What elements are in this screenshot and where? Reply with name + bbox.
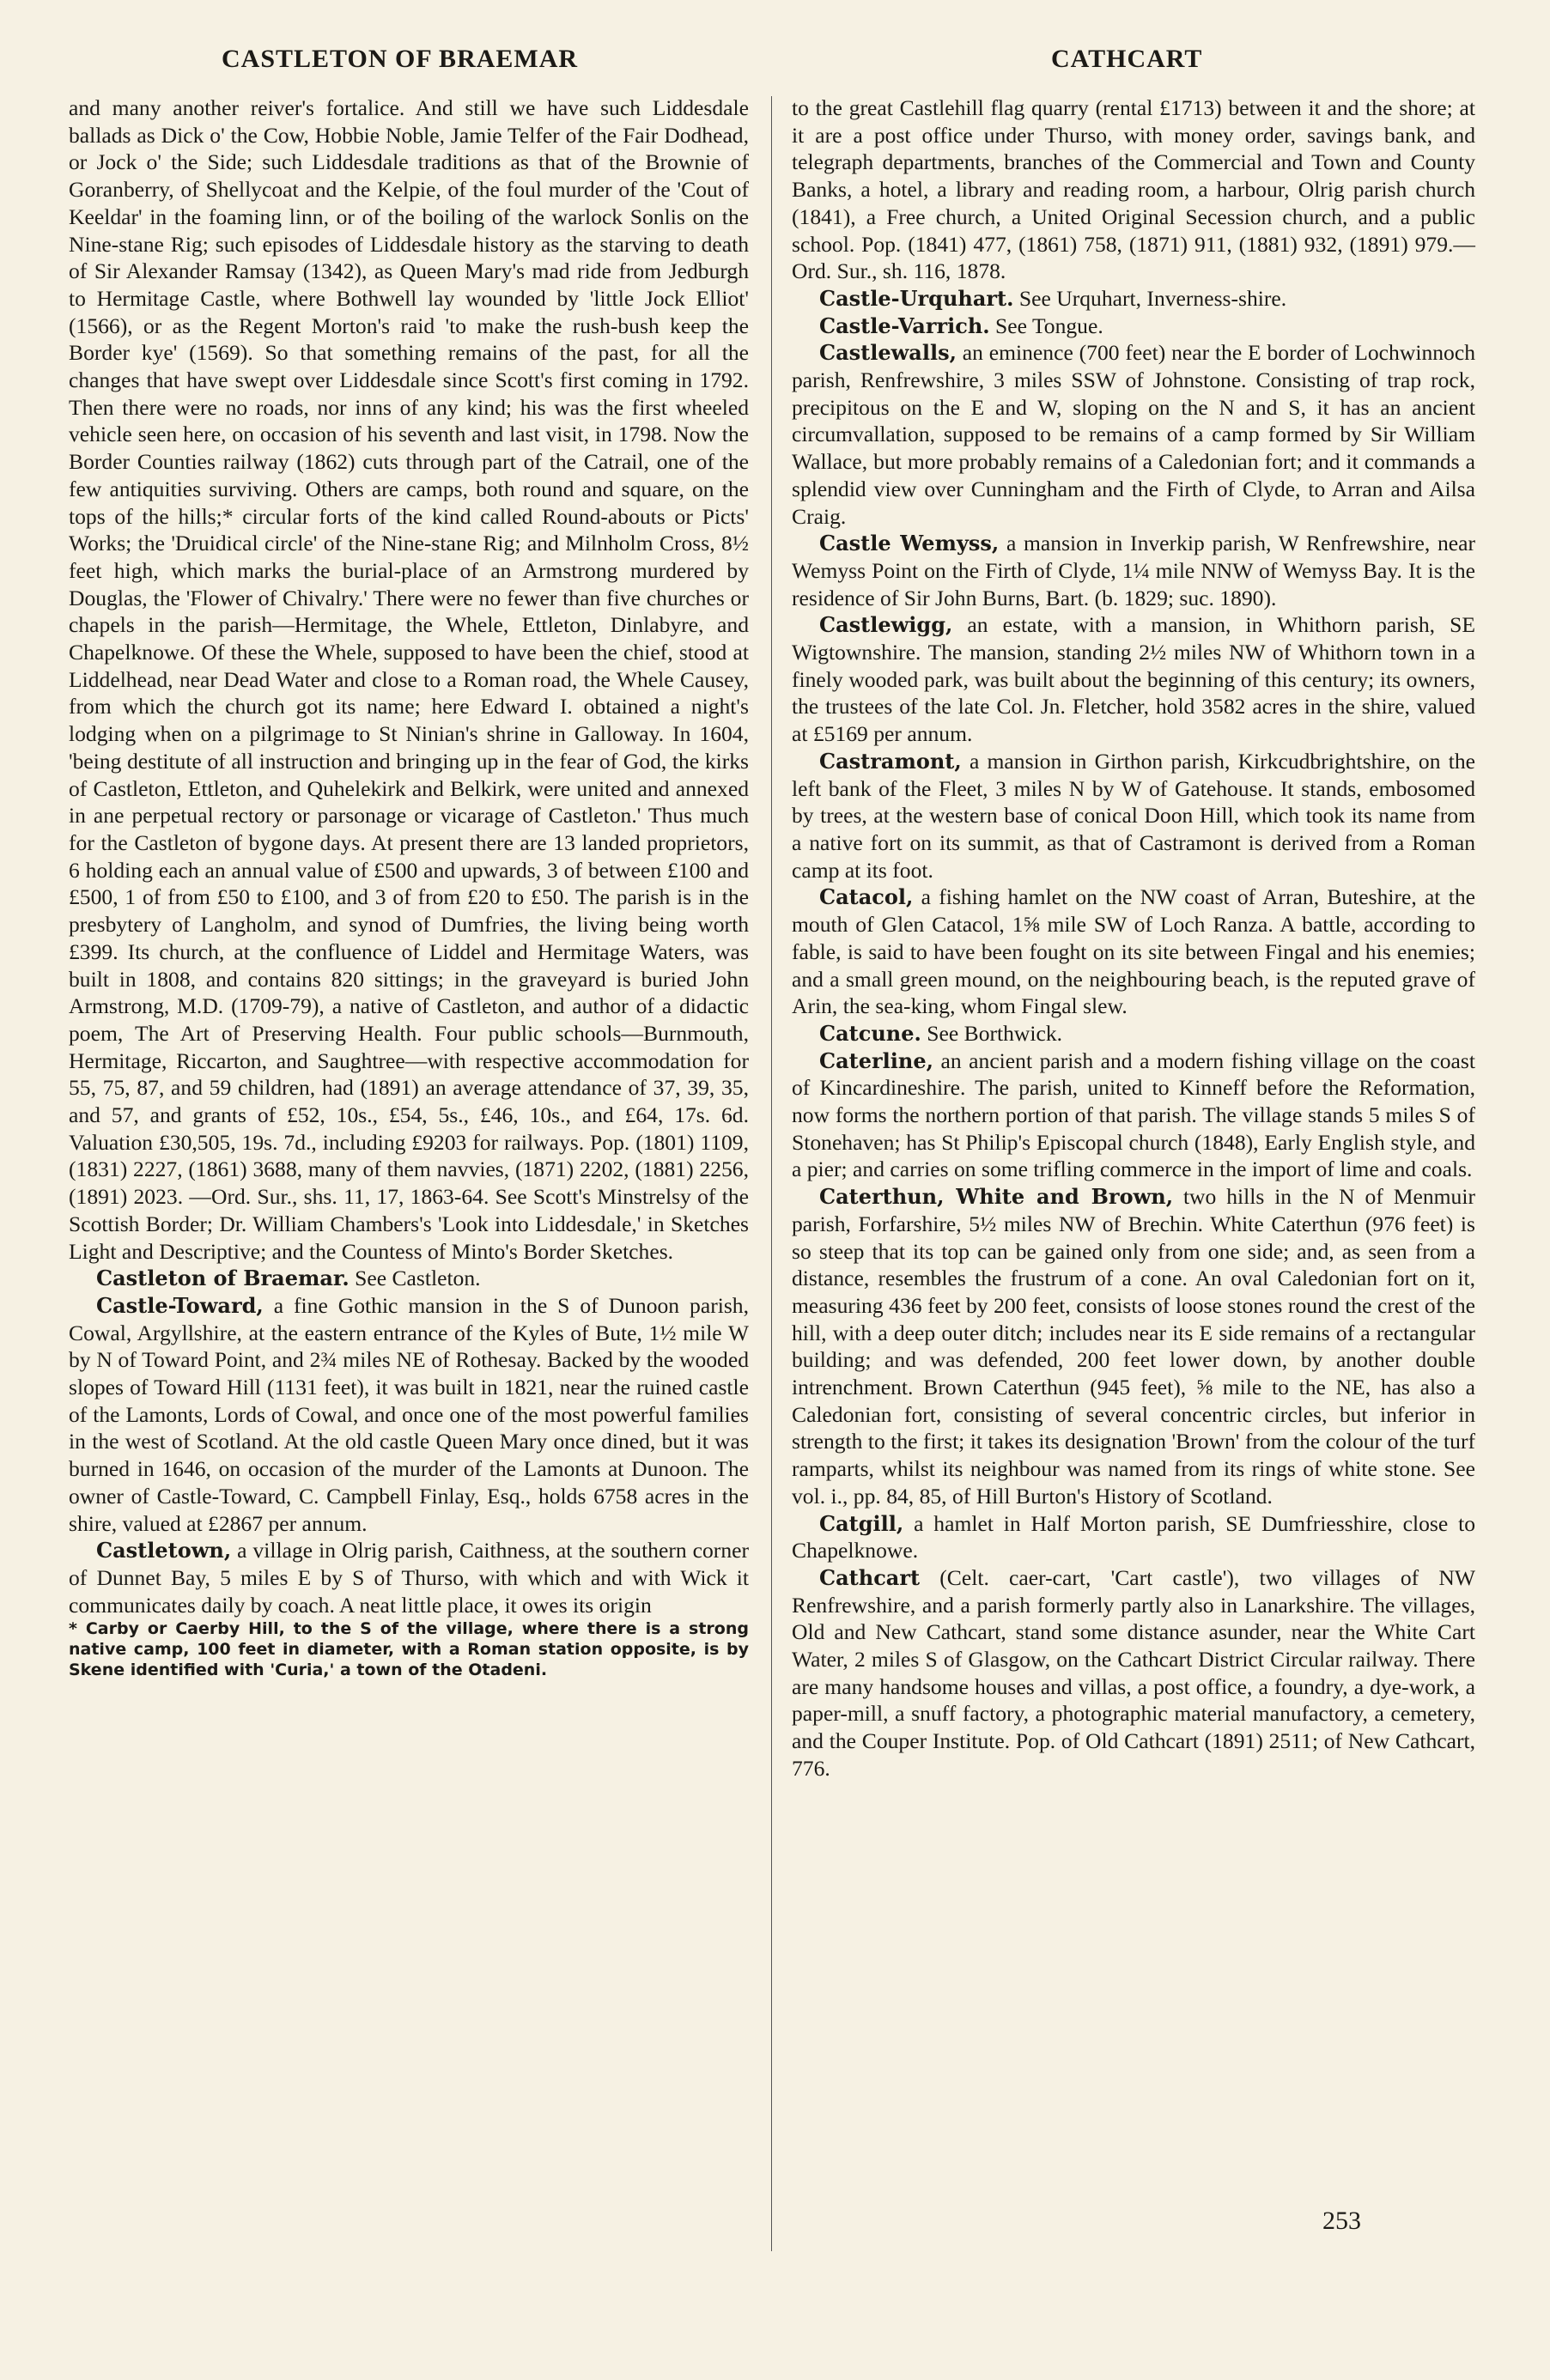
entry-headword: Catgill, [819, 1510, 904, 1536]
entry-body: an eminence (700 feet) near the E border of Lochwinnoch parish, Renfrewshire, 3 miles SSW of Johnstone. Consisting of trap rock, precipitous on the E and W, sloping on the N and S, it has an ancient circumvallation, supposed to be remains of a camp formed by Sir William Wallace, but more probably remains of a Caledonian fort; and it commands a splendid view over Cunningham and the Firth of Clyde, to Arran and Ailsa Craig. [792, 340, 1475, 529]
entry-body: a village in Olrig parish, Caithness, at the southern corner of Dunnet Bay, 5 miles E by S of Thurso, with which and with Wick it communicates daily by coach. A neat little place, it owes its origin [69, 1538, 749, 1618]
entry-body: See Borthwick. [921, 1020, 1063, 1046]
gazetteer-entry [792, 285, 1475, 313]
entry-headword: Cathcart [819, 1564, 921, 1590]
column-divider [771, 96, 772, 2251]
entry-headword: Castlewigg, [819, 612, 953, 638]
entry-body: See Castleton. [349, 1266, 481, 1291]
entry-continuation: to the great Castlehill flag quarry (rental £1713) between it and the shore; at it are a post office under Thurso, with money order, savings bank, and telegraph departments, branches of the Commercial and Town and County Banks, a hotel, a library and reading room, a harbour, Olrig parish church (1841), a Free church, a United Original Secession church, and a public school. Pop. (1841) 477, (1861) 758, (1871) 911, (1881) 932, (1891) 979.—Ord. Sur., sh. 116, 1878. [792, 95, 1475, 284]
running-header-left: CASTLETON OF BRAEMAR [222, 45, 579, 73]
gazetteer-entry [792, 1183, 1475, 1509]
entry-headword: Caterthun, White and Brown, [819, 1184, 1174, 1210]
gazetteer-entry [792, 339, 1475, 530]
entry-headword: Castle Wemyss, [819, 531, 1000, 556]
entry-body: See Tongue. [989, 313, 1103, 338]
entry-headword: Castletown, [96, 1538, 232, 1563]
entry-body: (Celt. caer-cart, 'Cart castle'), two villages of NW Renfrewshire, and a parish formerly partly also in Lanarkshire. The villages, Old and New Cathcart, stand some distance asunder, near the White Cart Water, 2 miles S of Glasgow, on the Cathcart District Circular railway. There are many handsome houses and villas, a post office, a foundry, a dye-work, a paper-mill, a snuff factory, a photographic material manufactory, a cemetery, and the Couper Institute. Pop. of Old Cathcart (1891) 2511; of New Cathcart, 776. [792, 1564, 1475, 1781]
gazetteer-entry [69, 1292, 749, 1537]
entry-headword: Castleton of Braemar. [96, 1266, 350, 1291]
gazetteer-entry [792, 611, 1475, 748]
entry-headword: Castramont, [819, 748, 962, 774]
entry-body: a fine Gothic mansion in the S of Dunoon parish, Cowal, Argyllshire, at the eastern entrance of the Kyles of Bute, 1½ mile W by N of Toward Point, and 2¾ miles NE of Rothesay. Backed by the wooded slopes of Toward Hill (1131 feet), it was built in 1821, near the ruined castle of the Lamonts, Lords of Cowal, and once one of the most powerful families in the west of Scotland. At the old castle Queen Mary once dined, but it was burned in 1646, on occasion of the murder of the Lamonts at Dunoon. The owner of Castle-Toward, C. Campbell Finlay, Esq., holds 6758 acres in the shire, valued at £2867 per annum. [69, 1292, 749, 1536]
entry-headword: Castlewalls, [819, 340, 957, 366]
gazetteer-entry [792, 530, 1475, 611]
entry-body: a mansion in Inverkip parish, W Renfrewshire, near Wemyss Point on the Firth of Clyde, 1¼ mile NNW of Wemyss Bay. It is the residence of Sir John Burns, Bart. (b. 1829; suc. 1890). [792, 531, 1475, 610]
footnote: * Carby or Caerby Hill, to the S of the village, where there is a strong native camp, 100 feet in diameter, with a Roman station opposite, is by Skene identified with 'Curia,' a town of the Otadeni. [69, 1619, 749, 1680]
gazetteer-entry [792, 1510, 1475, 1564]
entry-headword: Caterline, [819, 1047, 933, 1073]
gazetteer-entry [792, 313, 1475, 340]
entry-body: a hamlet in Half Morton parish, SE Dumfriesshire, close to Chapelknowe. [792, 1510, 1475, 1563]
entry-body: See Urquhart, Inverness-shire. [1013, 285, 1287, 311]
entry-body: a fishing hamlet on the NW coast of Arran, Buteshire, at the mouth of Glen Catacol, 1⅝ mile SW of Loch Ranza. A battle, according to fable, is said to have been fought on its site between Fingal and his enemies; and a small green mound, on the neighbouring beach, is the reputed grave of Arin, the sea-king, whom Fingal slew. [792, 884, 1475, 1019]
entry-headword: Castle-Varrich. [819, 313, 990, 338]
gazetteer-entry [792, 748, 1475, 884]
gazetteer-entry [792, 1020, 1475, 1047]
gazetteer-entry [792, 883, 1475, 1020]
entry-body: an estate, with a mansion, in Whithorn parish, SE Wigtownshire. The mansion, standing 2½ miles NW of Whithorn town in a finely wooded park, was built about the beginning of this century; its owners, the trustees of the late Col. Jn. Fletcher, hold 3582 acres in the shire, valued at £5169 per annum. [792, 612, 1475, 747]
entry-headword: Castle-Urquhart. [819, 285, 1014, 311]
right-column [792, 94, 1475, 1782]
entry-body: an ancient parish and a modern fishing village on the coast of Kincardineshire. The parish, united to Kinneff before the Reformation, now forms the northern portion of that parish. The village stands 5 miles S of Stonehaven; has St Philip's Episcopal church (1848), Early English style, and a pier; and carries on some trifling commerce in the import of lime and coals. [792, 1047, 1475, 1182]
entry-continuation: and many another reiver's fortalice. And still we have such Liddesdale ballads as Dick o' the Cow, Hobbie Noble, Jamie Telfer of the Fair Dodhead, or Jock o' the Side; such Liddesdale traditions as that of the Brownie of Goranberry, of Shellycoat and the Kelpie, of the foul murder of the 'Cout of Keeldar' in the foaming linn, or of the boiling of the warlock Sonlis on the Nine-stane Rig; such episodes of Liddesdale history as the starving to death of Sir Alexander Ramsay (1342), as Queen Mary's mad ride from Jedburgh to Hermitage Castle, where Bothwell lay wounded by 'little Jock Elliot' (1566), or as the Regent Morton's raid 'to make the rush-bush keep the Border kye' (1569). So that something remains of the past, for all the changes that have swept over Liddesdale since Scott's first coming in 1792. Then there were no roads, nor inns of any kind; his was the first wheeled vehicle seen here, on occasion of his seventh and last visit, in 1798. Now the Border Counties railway (1862) cuts through part of the Catrail, one of the few antiquities surviving. Others are camps, both round and square, on the tops of the hills;* circular forts of the kind called Round-abouts or Picts' Works; the 'Druidical circle' of the Nine-stane Rig; and Milnholm Cross, 8½ feet high, which marks the burial-place of an Armstrong murdered by Douglas, the 'Flower of Chivalry.' There were no fewer than five churches or chapels in the parish—Hermitage, the Whele, Ettleton, Dinlabyre, and Chapelknowe. Of these the Whele, supposed to have been the chief, stood at Liddelhead, near Dead Water and close to a Roman road, the Whele Causey, from which the church got its name; here Edward I. obtained a night's lodging when on a pilgrimage to St Ninian's shrine in Galloway. In 1604, 'being destitute of all instruction and bringing up in the fear of God, the kirks of Castleton, Ettleton, and Quhelekirk and Belkirk, were united and annexed in ane perpetual rectory or parsonage or vicarage of Castleton.' Thus much for the Castleton of bygone days. At present there are 13 landed proprietors, 6 holding each an annual value of £500 and upwards, 3 of between £100 and £500, 1 of from £50 to £100, and 3 of from £20 to £50. The parish is in the presbytery of Langholm, and synod of Dumfries, the living being worth £399. Its church, at the confluence of Liddel and Hermitage Waters, was built in 1808, and contains 820 sittings; in the graveyard is buried John Armstrong, M.D. (1709-79), a native of Castleton, and author of a didactic poem, The Art of Preserving Health. Four public schools—Burnmouth, Hermitage, Riccarton, and Saughtree—with respective accommodation for 55, 75, 87, and 59 children, had (1891) an average attendance of 37, 39, 35, and 57, and grants of £52, 10s., £54, 5s., £46, 10s., and £64, 17s. 6d. Valuation £30,505, 19s. 7d., including £9203 for railways. Pop. (1801) 1109, (1831) 2227, (1861) 3688, many of them navvies, (1871) 2202, (1881) 2256, (1891) 2023. —Ord. Sur., shs. 11, 17, 1863-64. See Scott's Minstrelsy of the Scottish Border; Dr. William Chambers's 'Look into Liddesdale,' in Sketches Light and Descriptive; and the Countess of Minto's Border Sketches. [69, 95, 749, 1264]
entry-headword: Catacol, [819, 884, 914, 910]
running-header-right: CATHCART [1051, 45, 1203, 73]
entry-headword: Catcune. [819, 1020, 921, 1046]
entry-body: a mansion in Girthon parish, Kirkcudbrightshire, on the left bank of the Fleet, 3 miles N by W of Gatehouse. It stands, embosomed by trees, at the western base of conical Doon Hill, which took its name from a native fort on its summit, as that of Castramont is derived from a Roman camp at its foot. [792, 748, 1475, 883]
gazetteer-entry [69, 1265, 749, 1292]
entry-headword: Castle-Toward, [96, 1292, 264, 1318]
gazetteer-entry [69, 1537, 749, 1618]
entry-body: two hills in the N of Menmuir parish, Forfarshire, 5½ miles NW of Brechin. White Caterthun (976 feet) is so steep that its top can be gained only from one side; and, as seen from a distance, resembles the frustrum of a cone. An oval Caledonian fort on it, measuring 436 feet by 200 feet, consists of loose stones round the crest of the hill, with a deep outer ditch; includes near its E side remains of a rectangular building; and was defended, 200 feet lower down, by another double intrenchment. Brown Caterthun (945 feet), ⅝ mile to the NE, has also a Caledonian fort, consisting of several concentric circles, but inferior in strength to the first; it takes its designation 'Brown' from the colour of the turf ramparts, whilst its neighbour was named from its rings of white stone. See vol. i., pp. 84, 85, of Hill Burton's History of Scotland. [792, 1184, 1475, 1509]
page-number: 253 [1322, 2207, 1361, 2235]
gazetteer-entry [792, 1047, 1475, 1184]
gazetteer-entry [792, 1564, 1475, 1782]
left-column [69, 94, 749, 1680]
